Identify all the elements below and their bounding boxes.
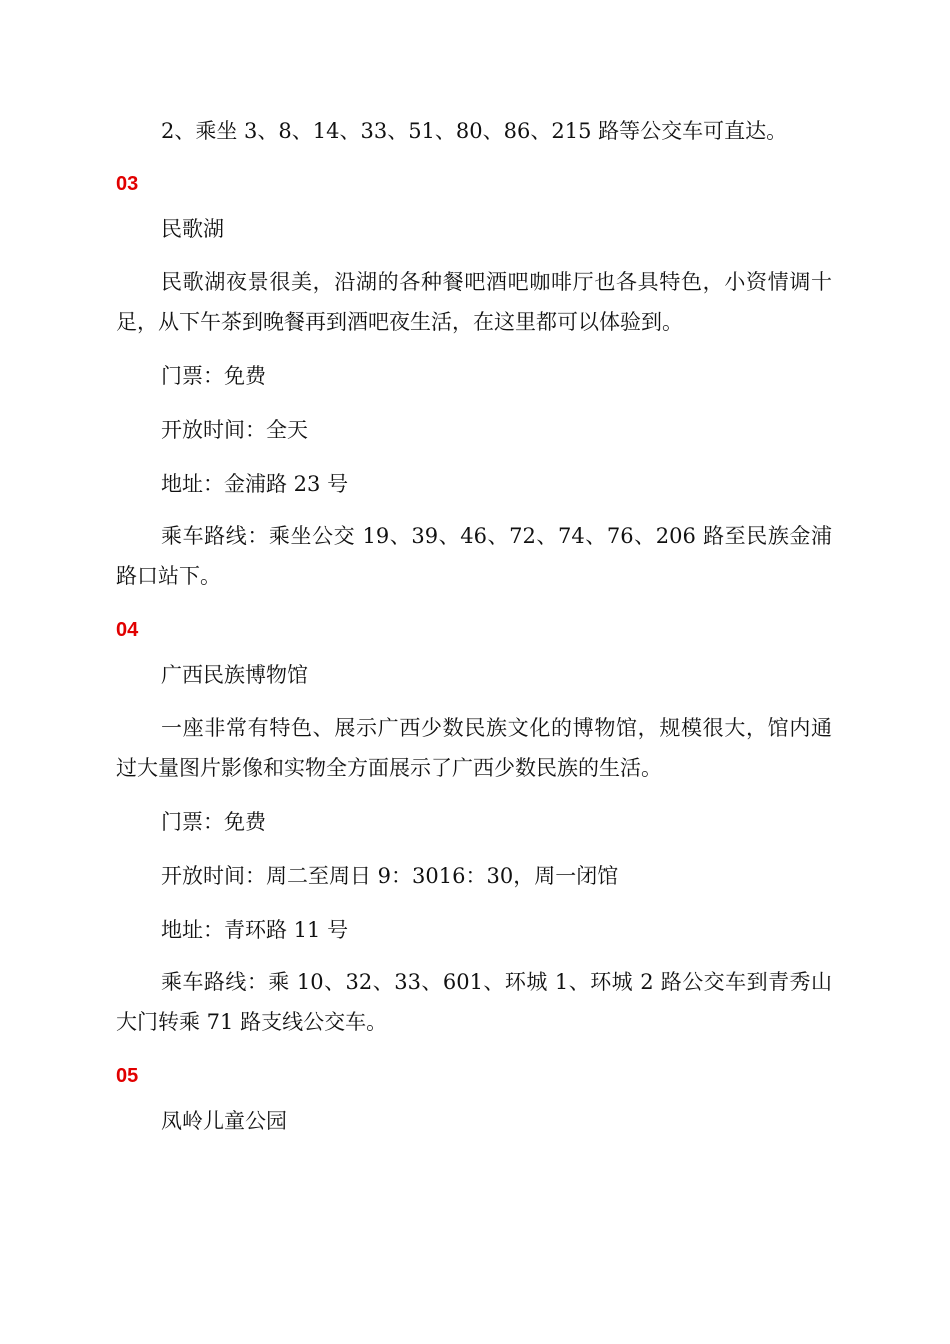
address-info-museum: 地址：青环路 11 号 — [161, 918, 349, 942]
section-description-mingehu: 民歌湖夜景很美，沿湖的各种餐吧酒吧咖啡厅也各具特色，小资情调十足，从下午茶到晚餐再到酒吧夜生活，在这里都可以体验到。 — [116, 270, 832, 334]
route-info-museum: 乘车路线：乘 10、32、33、601、环城 1、环城 2 路公交车到青秀山大门转乘 71 路支线公交车。 — [116, 970, 832, 1034]
section-description-museum: 一座非常有特色、展示广西少数民族文化的博物馆，规模很大，馆内通过大量图片影像和实物全方面展示了广西少数民族的生活。 — [116, 716, 832, 780]
section-title-museum: 广西民族博物馆 — [161, 663, 308, 687]
section-title-children-park: 凤岭儿童公园 — [161, 1109, 287, 1133]
hours-info-mingehu: 开放时间：全天 — [161, 418, 308, 442]
route-info-mingehu: 乘车路线：乘坐公交 19、39、46、72、74、76、206 路至民族金浦路口站下。 — [116, 524, 832, 588]
section-number-03: 03 — [116, 173, 139, 195]
section-number-05: 05 — [116, 1065, 139, 1087]
route-line: 2、乘坐 3、8、14、33、51、80、86、215 路等公交车可直达。 — [161, 119, 788, 143]
hours-info-museum: 开放时间：周二至周日 9：3016：30，周一闭馆 — [161, 864, 619, 888]
address-info-mingehu: 地址：金浦路 23 号 — [161, 472, 349, 496]
section-title-mingehu: 民歌湖 — [161, 217, 224, 241]
ticket-info-museum: 门票：免费 — [161, 810, 266, 834]
ticket-info-mingehu: 门票：免费 — [161, 364, 266, 388]
section-number-04: 04 — [116, 619, 139, 641]
